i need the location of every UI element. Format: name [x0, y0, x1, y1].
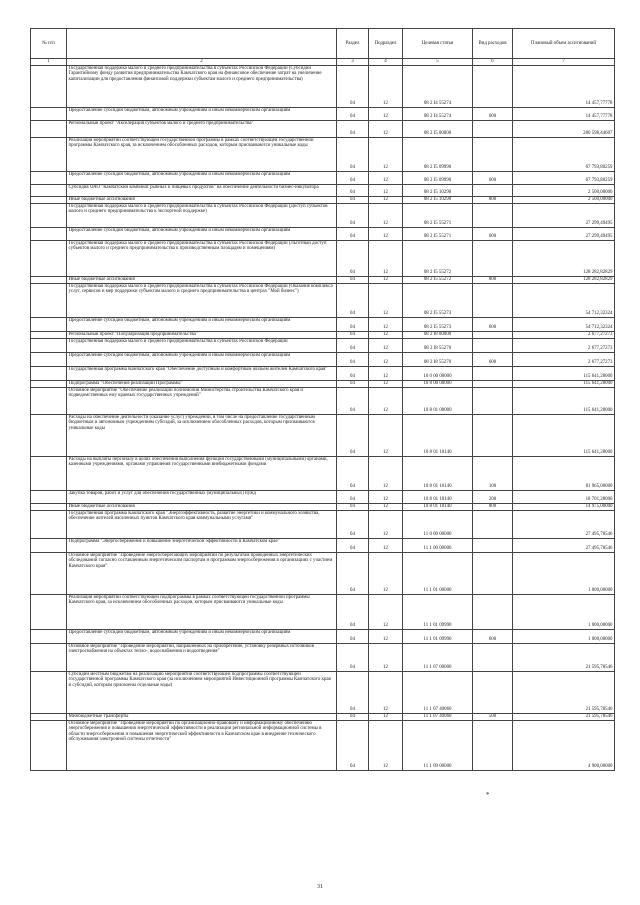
row-name-cell: Иные бюджетные ассигнования: [67, 276, 337, 283]
table-row: [31, 538, 615, 552]
row-expense-type-cell: 600: [473, 352, 513, 366]
row-name-cell: Закупка товаров, работ и услуг для обеспечения государственных (муниципальных) нужд: [67, 490, 337, 503]
row-target-cell: 11 1 01 09990: [403, 594, 473, 629]
row-number-cell: [31, 227, 67, 240]
index-1: 1: [31, 59, 67, 66]
index-5: 5: [403, 59, 473, 66]
row-subsection-cell: 12: [369, 107, 403, 120]
row-target-cell: 08 2 I5 55271: [403, 203, 473, 227]
table-row: [31, 352, 615, 366]
row-target-cell: 08 2 I8 55270: [403, 352, 473, 366]
row-total-cell: 21 595,78546: [513, 671, 615, 713]
index-7: 7: [513, 59, 615, 66]
row-expense-type-cell: 800: [473, 196, 513, 203]
header-subsection: Подраздел: [369, 29, 403, 59]
row-expense-type-cell: [473, 720, 513, 770]
row-number-cell: [31, 331, 67, 338]
table-row: [31, 317, 615, 331]
row-total-cell: 27 299,49495: [513, 203, 615, 227]
table-row: [31, 713, 615, 720]
table-row: [31, 65, 615, 107]
row-number-cell: [31, 414, 67, 456]
row-subsection-cell: 12: [369, 414, 403, 456]
row-target-cell: 10 8 01 10140: [403, 503, 473, 510]
row-total-cell: 4 900,00000: [513, 720, 615, 770]
row-number-cell: [31, 538, 67, 552]
row-target-cell: 11 1 09 00000: [403, 720, 473, 770]
header-name: [67, 29, 337, 59]
row-target-cell: 11 0 00 00000: [403, 510, 473, 538]
row-subsection-cell: 12: [369, 643, 403, 671]
row-expense-type-cell: [473, 283, 513, 317]
table-row: [31, 671, 615, 713]
row-target-cell: 08 2 I5 00000: [403, 120, 473, 137]
row-name-cell: Расходы на выплаты персоналу в целях обеспечения выполнения функций государственными (муниципальными) органами, казенными учреждениями, органами управления государственными внебюджетными фондами: [67, 456, 337, 490]
row-total-cell: 115 641,28000: [513, 414, 615, 456]
row-section-cell: 04: [337, 552, 369, 594]
row-expense-type-cell: [473, 338, 513, 352]
row-expense-type-cell: [473, 366, 513, 380]
row-subsection-cell: 12: [369, 137, 403, 171]
row-total-cell: 2 677,27273: [513, 331, 615, 338]
row-target-cell: 10 0 00 00000: [403, 366, 473, 380]
row-subsection-cell: 12: [369, 366, 403, 380]
row-total-cell: 128 282,82829: [513, 276, 615, 283]
table-row: [31, 331, 615, 338]
table-row: [31, 643, 615, 671]
row-expense-type-cell: 600: [473, 317, 513, 331]
row-target-cell: 08 2 I5 09990: [403, 137, 473, 171]
row-subsection-cell: 12: [369, 338, 403, 352]
row-section-cell: 04: [337, 490, 369, 503]
row-number-cell: [31, 713, 67, 720]
row-name-cell: Основное мероприятие "Обеспечение реализации полномочий Министерства строительства Камчатского края и подведомственных ему краевых государственных учреждений": [67, 387, 337, 414]
row-name-cell: Предоставление субсидий бюджетным, автономным учреждениям и иным некоммерческим организациям: [67, 317, 337, 331]
table-row: [31, 490, 615, 503]
row-number-cell: [31, 137, 67, 171]
header-total: Плановый объем ассигнований: [513, 29, 615, 59]
row-target-cell: 08 2 I5 10290: [403, 196, 473, 203]
row-name-cell: Предоставление субсидий бюджетным, автономным учреждениям и иным некоммерческим организациям: [67, 352, 337, 366]
row-total-cell: 128 282,82829: [513, 240, 615, 276]
row-expense-type-cell: 500: [473, 713, 513, 720]
row-section-cell: 04: [337, 510, 369, 538]
page-number: 31: [317, 884, 323, 890]
row-number-cell: [31, 196, 67, 203]
row-total-cell: 14 457,77778: [513, 107, 615, 120]
row-expense-type-cell: [473, 671, 513, 713]
row-total-cell: 54 712,32324: [513, 317, 615, 331]
index-3: 3: [337, 59, 369, 66]
row-number-cell: [31, 366, 67, 380]
index-6: 6: [473, 59, 513, 66]
row-total-cell: 54 712,32324: [513, 283, 615, 317]
table-row: [31, 510, 615, 538]
row-expense-type-cell: 600: [473, 227, 513, 240]
row-total-cell: 1 000,00000: [513, 552, 615, 594]
row-total-cell: 1 000,00000: [513, 594, 615, 629]
row-subsection-cell: 12: [369, 283, 403, 317]
header-number: № п/п: [31, 29, 67, 59]
row-subsection-cell: 12: [369, 510, 403, 538]
row-subsection-cell: 12: [369, 317, 403, 331]
row-name-cell: Предоставление субсидий бюджетным, автономным учреждениям и иным некоммерческим организациям: [67, 227, 337, 240]
row-number-cell: [31, 203, 67, 227]
table-row: [31, 594, 615, 629]
row-target-cell: 11 1 07 40060: [403, 713, 473, 720]
row-subsection-cell: 12: [369, 380, 403, 387]
row-section-cell: 04: [337, 317, 369, 331]
row-total-cell: 27 495,78546: [513, 510, 615, 538]
row-total-cell: 115 641,28000: [513, 380, 615, 387]
row-name-cell: Государственная поддержка малого и среднего предпринимательства в субъектах Российской Федерации: [67, 338, 337, 352]
row-number-cell: [31, 240, 67, 276]
row-expense-type-cell: 600: [473, 629, 513, 643]
row-section-cell: 04: [337, 643, 369, 671]
row-section-cell: 04: [337, 720, 369, 770]
row-target-cell: 08 2 I5 55273: [403, 317, 473, 331]
row-target-cell: 08 2 I5 55272: [403, 240, 473, 276]
row-expense-type-cell: 800: [473, 503, 513, 510]
row-number-cell: [31, 643, 67, 671]
row-name-cell: Подпрограмма "Энергосбережение и повышение энергетической эффективности в Камчатском крае": [67, 538, 337, 552]
row-section-cell: 04: [337, 352, 369, 366]
table-row: [31, 137, 615, 171]
row-name-cell: Предоставление субсидий бюджетным, автономным учреждениям и иным некоммерческим организациям: [67, 107, 337, 120]
row-expense-type-cell: 600: [473, 171, 513, 184]
row-name-cell: Иные бюджетные ассигнования: [67, 196, 337, 203]
row-number-cell: [31, 629, 67, 643]
row-section-cell: 04: [337, 120, 369, 137]
handwritten-asterisk-mark: *: [486, 791, 490, 799]
row-section-cell: 04: [337, 538, 369, 552]
row-number-cell: [31, 510, 67, 538]
table-row: [31, 503, 615, 510]
table-row: [31, 552, 615, 594]
row-target-cell: 11 1 01 09990: [403, 629, 473, 643]
row-number-cell: [31, 317, 67, 331]
row-section-cell: 04: [337, 503, 369, 510]
header-section: Раздел: [337, 29, 369, 59]
row-expense-type-cell: 800: [473, 276, 513, 283]
row-section-cell: 04: [337, 240, 369, 276]
row-section-cell: 04: [337, 184, 369, 196]
row-number-cell: [31, 456, 67, 490]
row-expense-type-cell: [473, 380, 513, 387]
row-total-cell: 2 677,27273: [513, 338, 615, 352]
row-name-cell: Субсидии местным бюджетам на реализацию мероприятий соответствующей подпрограммы соответствующей государственной программы Камчатского края (за исключением мероприятий Инвестиционной программы Камчатского края и субсидий, которым присвоены отдельные коды): [67, 671, 337, 713]
row-expense-type-cell: [473, 137, 513, 171]
row-number-cell: [31, 594, 67, 629]
row-name-cell: Государственная программа Камчатского края "Энергоэффективность, развитие энергетики и коммунального хозяйства, обеспечение жителей населенных пунктов Камчатского края коммунальными услугами": [67, 510, 337, 538]
row-subsection-cell: 12: [369, 387, 403, 414]
row-name-cell: Государственная поддержка малого и среднего предпринимательства в субъектах Российской Федерации (Доступ субъектов малого и среднего предпринимательства к экспортной поддержке): [67, 203, 337, 227]
table-row: [31, 414, 615, 456]
row-section-cell: 04: [337, 203, 369, 227]
row-subsection-cell: 12: [369, 720, 403, 770]
row-section-cell: 04: [337, 387, 369, 414]
row-subsection-cell: 12: [369, 552, 403, 594]
row-name-cell: Региональный проект "Акселерация субъектов малого и среднего предпринимательства": [67, 120, 337, 137]
row-target-cell: 08 2 I5 55271: [403, 227, 473, 240]
row-total-cell: 67 793,80259: [513, 171, 615, 184]
row-number-cell: [31, 387, 67, 414]
row-section-cell: 04: [337, 380, 369, 387]
row-name-cell: Реализация мероприятий соответствующей государственной программы в рамках соответствующей государственной программы Камчатского края, за исключением обособленных расходов, которым присваиваются уникальные коды: [67, 137, 337, 171]
row-section-cell: 04: [337, 283, 369, 317]
row-subsection-cell: 12: [369, 490, 403, 503]
row-subsection-cell: 12: [369, 456, 403, 490]
row-total-cell: 21 595,78546: [513, 643, 615, 671]
row-total-cell: 27 299,49495: [513, 227, 615, 240]
row-target-cell: 08 2 I8 00000: [403, 331, 473, 338]
table-row: [31, 366, 615, 380]
row-subsection-cell: 12: [369, 203, 403, 227]
index-4: 4: [369, 59, 403, 66]
table-row: [31, 107, 615, 120]
row-number-cell: [31, 380, 67, 387]
row-total-cell: 115 641,28000: [513, 387, 615, 414]
row-number-cell: [31, 671, 67, 713]
row-total-cell: 14 457,77778: [513, 65, 615, 107]
row-name-cell: Государственная поддержка малого и среднего предпринимательства в субъектах Российской Федерации (Льготный доступ субъектов малого и среднего предпринимательства к производственным площадям и помещениям): [67, 240, 337, 276]
row-subsection-cell: 12: [369, 352, 403, 366]
row-target-cell: 10 8 01 10140: [403, 456, 473, 490]
row-target-cell: 11 1 01 00000: [403, 552, 473, 594]
budget-table-sheet: [30, 28, 614, 771]
row-expense-type-cell: [473, 643, 513, 671]
row-section-cell: 04: [337, 171, 369, 184]
row-total-cell: 280 598,44607: [513, 120, 615, 137]
row-section-cell: 04: [337, 65, 369, 107]
row-total-cell: 67 793,80259: [513, 137, 615, 171]
row-subsection-cell: 12: [369, 331, 403, 338]
row-target-cell: 10 8 01 00000: [403, 387, 473, 414]
row-expense-type-cell: [473, 240, 513, 276]
row-name-cell: Государственная поддержка малого и среднего предпринимательства в субъектах Российской Федерации (Оказание комплекса услуг, сервисов и мер поддержки субъектам малого и среднего предпринимательства в центрах "Мой бизнес"): [67, 283, 337, 317]
row-number-cell: [31, 65, 67, 107]
table-row: [31, 240, 615, 276]
row-number-cell: [31, 490, 67, 503]
row-target-cell: 08 2 I5 55272: [403, 276, 473, 283]
row-number-cell: [31, 352, 67, 366]
row-expense-type-cell: [473, 65, 513, 107]
row-name-cell: Реализация мероприятий соответствующей подпрограммы в рамках соответствующей государственной программы Камчатского края, за исключением обособленных расходов, которым присваиваются уникальные коды: [67, 594, 337, 629]
row-subsection-cell: 12: [369, 276, 403, 283]
row-target-cell: 08 2 I5 09990: [403, 171, 473, 184]
row-target-cell: 11 1 00 00000: [403, 538, 473, 552]
row-expense-type-cell: [473, 203, 513, 227]
row-section-cell: 04: [337, 671, 369, 713]
row-name-cell: Предоставление субсидий бюджетным, автономным учреждениям и иным некоммерческим организациям: [67, 629, 337, 643]
row-target-cell: 08 2 I5 10290: [403, 184, 473, 196]
row-total-cell: 27 495,78546: [513, 538, 615, 552]
row-total-cell: 2 500,00000: [513, 184, 615, 196]
row-section-cell: 04: [337, 276, 369, 283]
row-name-cell: Предоставление субсидий бюджетным, автономным учреждениям и иным некоммерческим организациям: [67, 171, 337, 184]
table-row: [31, 203, 615, 227]
row-name-cell: Субсидия ОАО "Камчатский комбинат рыбных и пищевых продуктов" на обеспечение деятельности бизнес-инкубатора: [67, 184, 337, 196]
row-section-cell: 04: [337, 414, 369, 456]
row-number-cell: [31, 276, 67, 283]
row-total-cell: 21 595,78546: [513, 713, 615, 720]
row-number-cell: [31, 107, 67, 120]
table-body: [31, 65, 615, 770]
row-name-cell: Основное мероприятие "Проведение мероприятий по организационно-правовому и информационному обеспечению энергосбережения и повышения энергетической эффективности в реализации региональной информационной системы в области энергосбережения и повышения энергетической эффективности в Камчатском крае в внедрение технического обслуживания электронной системы отчетности": [67, 720, 337, 770]
row-total-cell: 2 500,00000: [513, 196, 615, 203]
row-name-cell: Межбюджетные трансферты: [67, 713, 337, 720]
row-subsection-cell: 12: [369, 65, 403, 107]
row-expense-type-cell: [473, 594, 513, 629]
table-row: [31, 171, 615, 184]
row-expense-type-cell: [473, 414, 513, 456]
row-number-cell: [31, 184, 67, 196]
row-expense-type-cell: 100: [473, 456, 513, 490]
row-subsection-cell: 12: [369, 538, 403, 552]
table-row: [31, 184, 615, 196]
row-name-cell: Основное мероприятие "Проведение энергосберегающих мероприятий по результатам проведенных энергетических обследований согласно составленным энергетическим паспортам и программам энергосбережения в организациях с участием Камчатского края": [67, 552, 337, 594]
table-row: [31, 387, 615, 414]
row-target-cell: 11 1 07 00000: [403, 643, 473, 671]
row-target-cell: 10 8 01 10140: [403, 414, 473, 456]
row-target-cell: 10 8 01 10140: [403, 490, 473, 503]
row-expense-type-cell: [473, 331, 513, 338]
row-total-cell: 18 701,28000: [513, 490, 615, 503]
header-expense-type: Вид расходов: [473, 29, 513, 59]
row-subsection-cell: 12: [369, 120, 403, 137]
row-subsection-cell: 12: [369, 240, 403, 276]
table-row: [31, 196, 615, 203]
row-section-cell: 04: [337, 629, 369, 643]
row-section-cell: 04: [337, 137, 369, 171]
row-number-cell: [31, 552, 67, 594]
row-name-cell: Основное мероприятие "Проведение мероприятий, направленных на приобретение, установку резервных источников электроснабжения на объектах тепло-, водоснабжения и водоотведения": [67, 643, 337, 671]
row-subsection-cell: 12: [369, 171, 403, 184]
row-number-cell: [31, 503, 67, 510]
row-expense-type-cell: 200: [473, 490, 513, 503]
row-target-cell: 10 8 00 00000: [403, 380, 473, 387]
row-subsection-cell: 12: [369, 713, 403, 720]
row-name-cell: Расходы на обеспечение деятельности (оказание услуг) учреждений, в том числе на предоставление государственным бюджетным и автономным учреждениям субсидий, за исключением обособленных расходов, которым присваиваются уникальные коды: [67, 414, 337, 456]
row-target-cell: 08 2 I4 55274: [403, 107, 473, 120]
header-target: Целевая статья: [403, 29, 473, 59]
row-number-cell: [31, 120, 67, 137]
table-header-row: [31, 29, 615, 59]
table-row: [31, 456, 615, 490]
row-target-cell: 08 2 I8 55270: [403, 338, 473, 352]
index-2: 2: [67, 59, 337, 66]
table-row: [31, 120, 615, 137]
table-row: [31, 227, 615, 240]
row-name-cell: Региональный проект "Популяризация предпринимательства": [67, 331, 337, 338]
row-subsection-cell: 12: [369, 629, 403, 643]
row-target-cell: 08 2 I4 55274: [403, 65, 473, 107]
row-section-cell: 04: [337, 594, 369, 629]
row-subsection-cell: 12: [369, 184, 403, 196]
row-name-cell: Государственная поддержка малого и среднего предпринимательства в субъектах Российской Федерации (Субсидии Гарантийному фонду развития предпринимательства Камчатского края на финансовое обеспечение затрат на увеличение капитализации для предоставления финансовой поддержки субъектам малого и среднего предпринимательства): [67, 65, 337, 107]
table-row: [31, 338, 615, 352]
row-name-cell: Подпрограмма "Обеспечение реализации Программы": [67, 380, 337, 387]
row-section-cell: 04: [337, 227, 369, 240]
row-total-cell: 115 641,28000: [513, 366, 615, 380]
row-section-cell: 04: [337, 456, 369, 490]
row-expense-type-cell: 600: [473, 107, 513, 120]
row-number-cell: [31, 283, 67, 317]
budget-table: [30, 28, 615, 771]
row-expense-type-cell: [473, 552, 513, 594]
row-subsection-cell: 12: [369, 196, 403, 203]
table-row: [31, 283, 615, 317]
row-total-cell: 81 965,00000: [513, 456, 615, 490]
row-expense-type-cell: [473, 184, 513, 196]
table-row: [31, 629, 615, 643]
row-total-cell: 1 000,00000: [513, 629, 615, 643]
row-number-cell: [31, 720, 67, 770]
row-expense-type-cell: [473, 538, 513, 552]
row-section-cell: 04: [337, 338, 369, 352]
row-section-cell: 04: [337, 107, 369, 120]
row-section-cell: 04: [337, 331, 369, 338]
row-section-cell: 04: [337, 713, 369, 720]
row-expense-type-cell: [473, 387, 513, 414]
table-row: [31, 380, 615, 387]
row-total-cell: 14 975,00000: [513, 503, 615, 510]
row-target-cell: 11 1 07 40060: [403, 671, 473, 713]
row-subsection-cell: 12: [369, 227, 403, 240]
row-number-cell: [31, 171, 67, 184]
row-section-cell: 04: [337, 196, 369, 203]
row-number-cell: [31, 338, 67, 352]
row-total-cell: 2 677,27273: [513, 352, 615, 366]
row-expense-type-cell: [473, 120, 513, 137]
row-target-cell: 08 2 I5 55273: [403, 283, 473, 317]
row-subsection-cell: 12: [369, 503, 403, 510]
table-row: [31, 276, 615, 283]
row-section-cell: 04: [337, 366, 369, 380]
row-name-cell: Иные бюджетные ассигнования: [67, 503, 337, 510]
row-subsection-cell: 12: [369, 594, 403, 629]
row-expense-type-cell: [473, 510, 513, 538]
table-row: [31, 720, 615, 770]
row-subsection-cell: 12: [369, 671, 403, 713]
row-name-cell: Государственная программа Камчатского края "Обеспечение доступным и комфортным жильем жителей Камчатского края": [67, 366, 337, 380]
column-index-row: [31, 59, 615, 66]
